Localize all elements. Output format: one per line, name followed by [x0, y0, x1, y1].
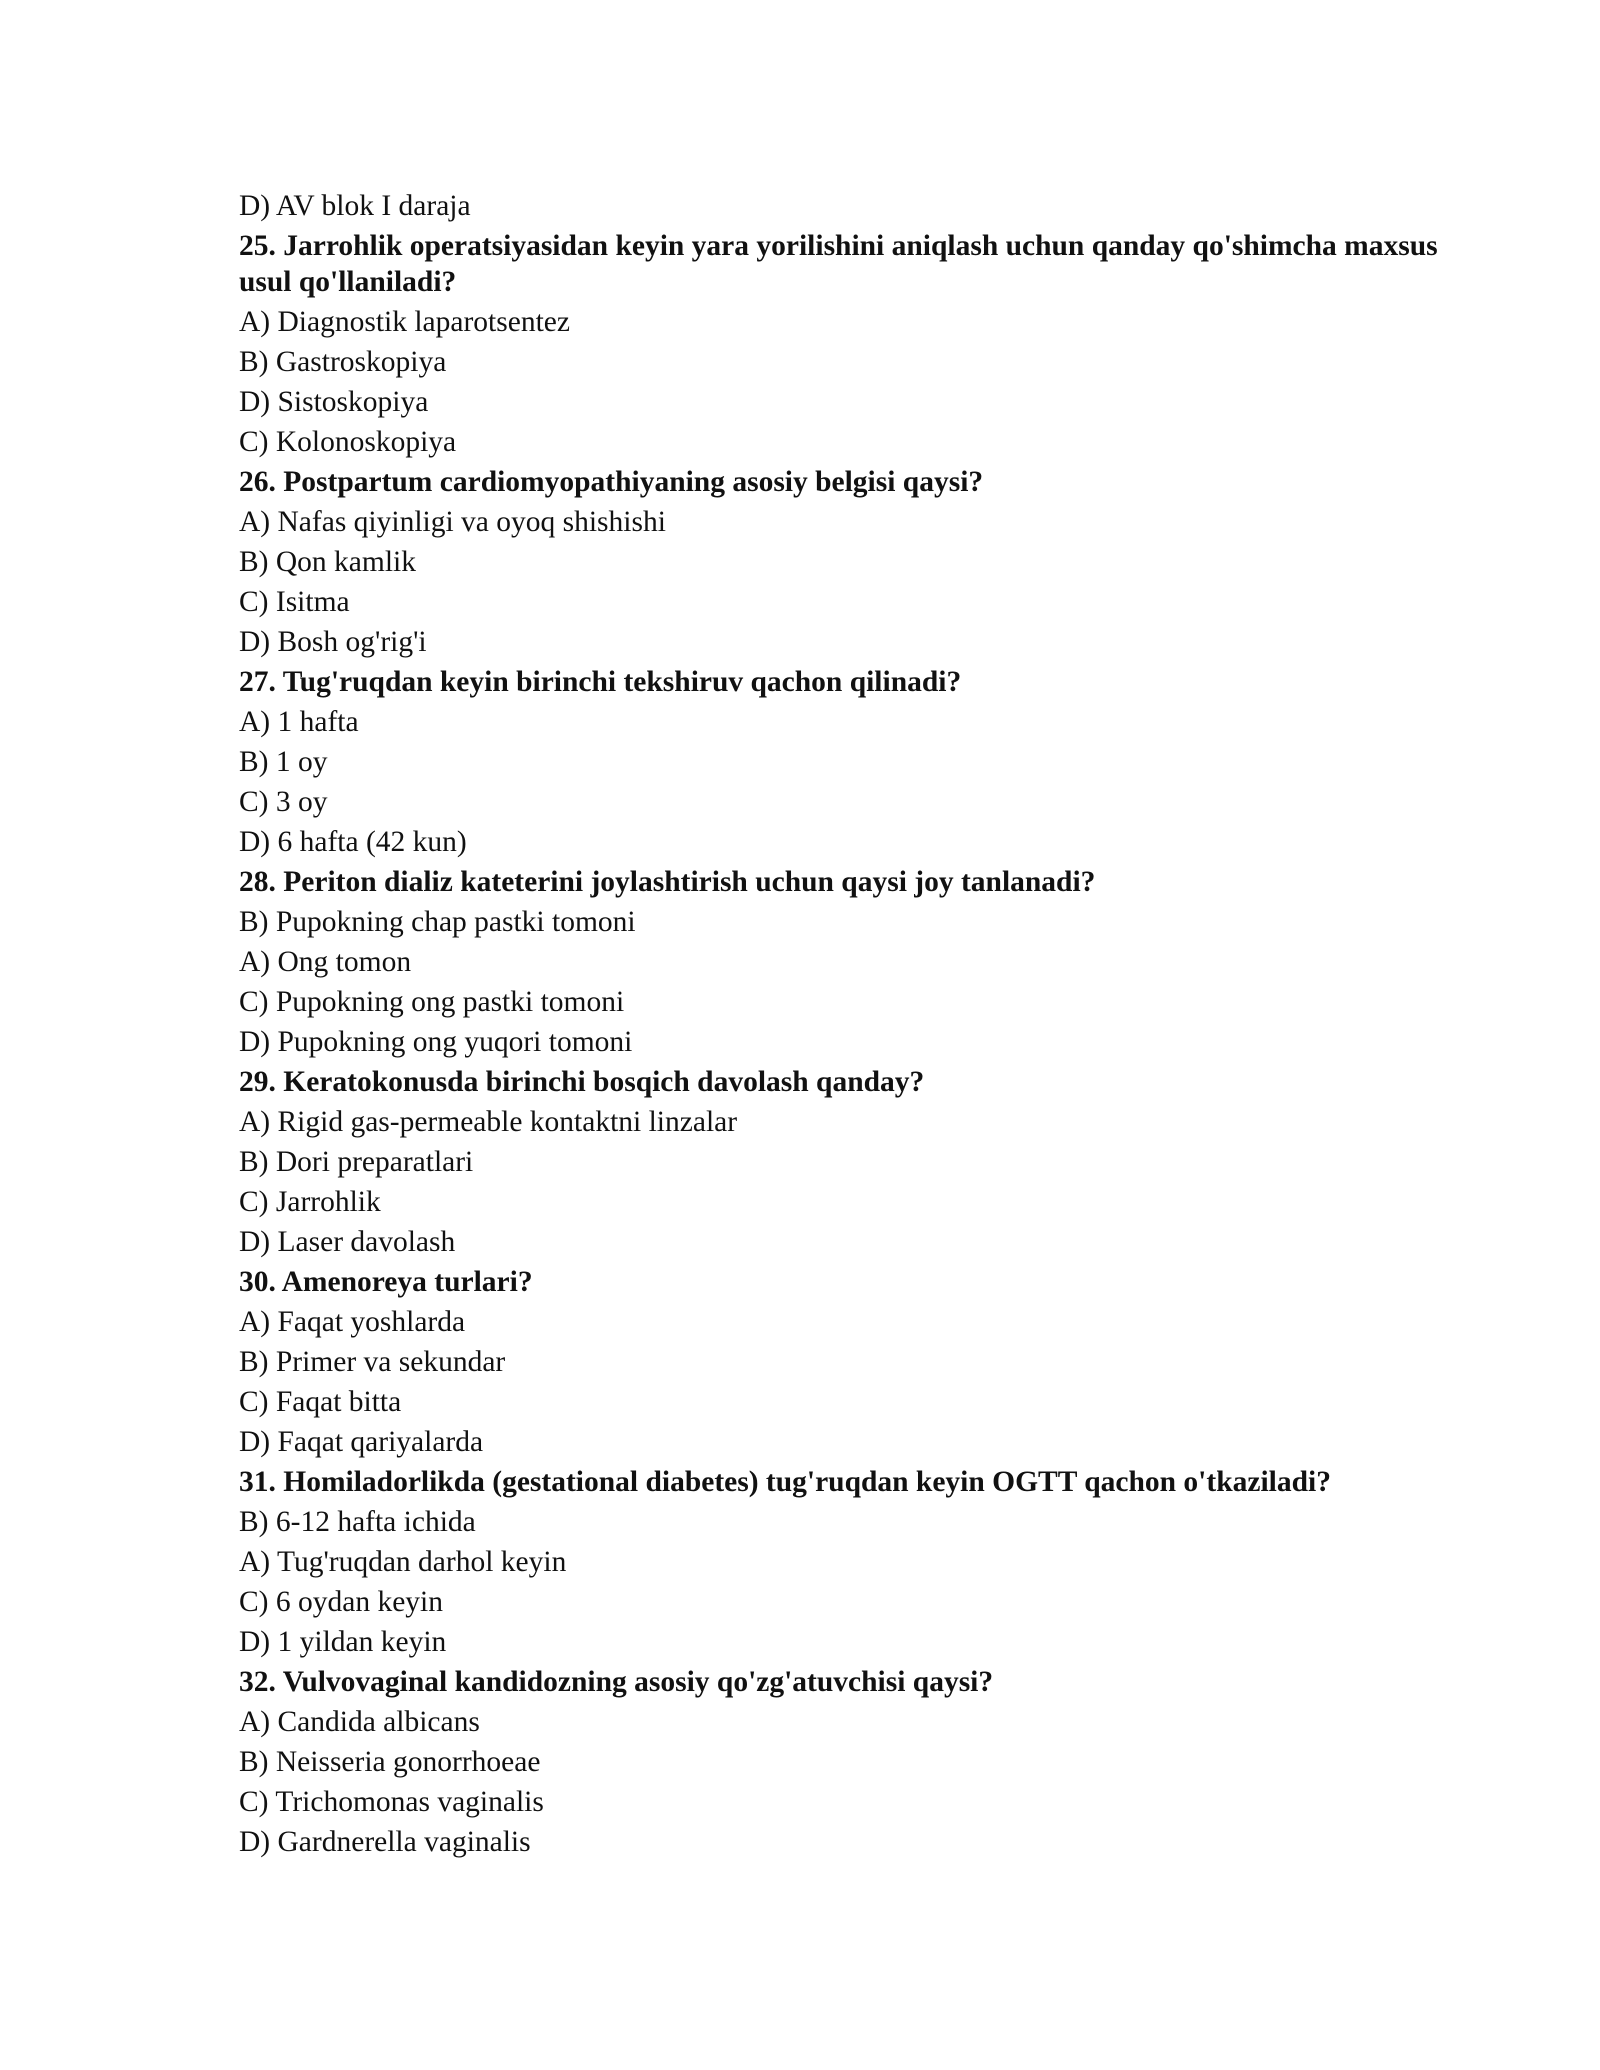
question-block — [239, 1662, 1439, 1862]
question-text: 31. Homiladorlikda (gestational diabetes) tug'ruqdan keyin OGTT qachon o'tkaziladi? — [239, 1466, 1331, 1498]
answer-option: C) 6 oydan keyin — [239, 1586, 444, 1618]
question-block — [239, 1262, 1439, 1462]
answer-option: B) Dori preparatlari — [239, 1146, 474, 1178]
question-block — [239, 1462, 1439, 1662]
answer-option: C) Jarrohlik — [239, 1186, 381, 1218]
answer-option: B) Primer va sekundar — [239, 1346, 506, 1378]
answer-option: C) Pupokning ong pastki tomoni — [239, 986, 625, 1018]
question-block — [239, 1062, 1439, 1262]
answer-option: D) Faqat qariyalarda — [239, 1426, 484, 1458]
answer-option: B) Qon kamlik — [239, 546, 416, 578]
answer-option: D) Laser davolash — [239, 1226, 456, 1258]
question-text: 27. Tug'ruqdan keyin birinchi tekshiruv qachon qilinadi? — [239, 666, 962, 698]
answer-option: C) Isitma — [239, 586, 350, 618]
question-block — [239, 226, 1439, 462]
question-text: 30. Amenoreya turlari? — [239, 1266, 533, 1298]
question-text: 26. Postpartum cardiomyopathiyaning asosiy belgisi qaysi? — [239, 466, 984, 498]
answer-option: A) Candida albicans — [239, 1706, 480, 1738]
question-text: 29. Keratokonusda birinchi bosqich davolash qanday? — [239, 1066, 925, 1098]
answer-option: D) 1 yildan keyin — [239, 1626, 447, 1658]
question-block — [239, 662, 1439, 862]
document-page — [239, 186, 1439, 1862]
answer-option: B) Pupokning chap pastki tomoni — [239, 906, 636, 938]
question-text: 28. Periton dializ kateterini joylashtirish uchun qaysi joy tanlanadi? — [239, 866, 1096, 898]
question-block — [239, 862, 1439, 1062]
answer-option: C) 3 oy — [239, 786, 328, 818]
answer-option: A) Rigid gas-permeable kontaktni linzalar — [239, 1106, 738, 1138]
question-block — [239, 462, 1439, 662]
answer-option: D) 6 hafta (42 kun) — [239, 826, 467, 858]
answer-option: B) Gastroskopiya — [239, 346, 447, 378]
answer-option: C) Faqat bitta — [239, 1386, 402, 1418]
answer-option: D) Pupokning ong yuqori tomoni — [239, 1026, 633, 1058]
question-text: 32. Vulvovaginal kandidozning asosiy qo'zg'atuvchisi qaysi? — [239, 1666, 994, 1698]
answer-option: B) 6-12 hafta ichida — [239, 1506, 476, 1538]
answer-option: A) 1 hafta — [239, 706, 359, 738]
answer-option: A) Tug'ruqdan darhol keyin — [239, 1546, 567, 1578]
answer-option: D) Sistoskopiya — [239, 386, 429, 418]
answer-option: B) 1 oy — [239, 746, 328, 778]
answer-option: D) Gardnerella vaginalis — [239, 1826, 531, 1858]
answer-option: B) Neisseria gonorrhoeae — [239, 1746, 541, 1778]
answer-option: D) Bosh og'rig'i — [239, 626, 427, 658]
answer-option: C) Trichomonas vaginalis — [239, 1786, 544, 1818]
answer-option: A) Diagnostik laparotsentez — [239, 306, 570, 338]
answer-option: A) Ong tomon — [239, 946, 412, 978]
question-text: 25. Jarrohlik operatsiyasidan keyin yara yorilishini aniqlash uchun qanday qo'shimcha maxsus usul qo'llaniladi? — [239, 230, 1438, 298]
answer-option: C) Kolonoskopiya — [239, 426, 457, 458]
answer-option: A) Faqat yoshlarda — [239, 1306, 466, 1338]
answer-option: A) Nafas qiyinligi va oyoq shishishi — [239, 506, 666, 538]
answer-option: D) AV blok I daraja — [239, 190, 471, 222]
